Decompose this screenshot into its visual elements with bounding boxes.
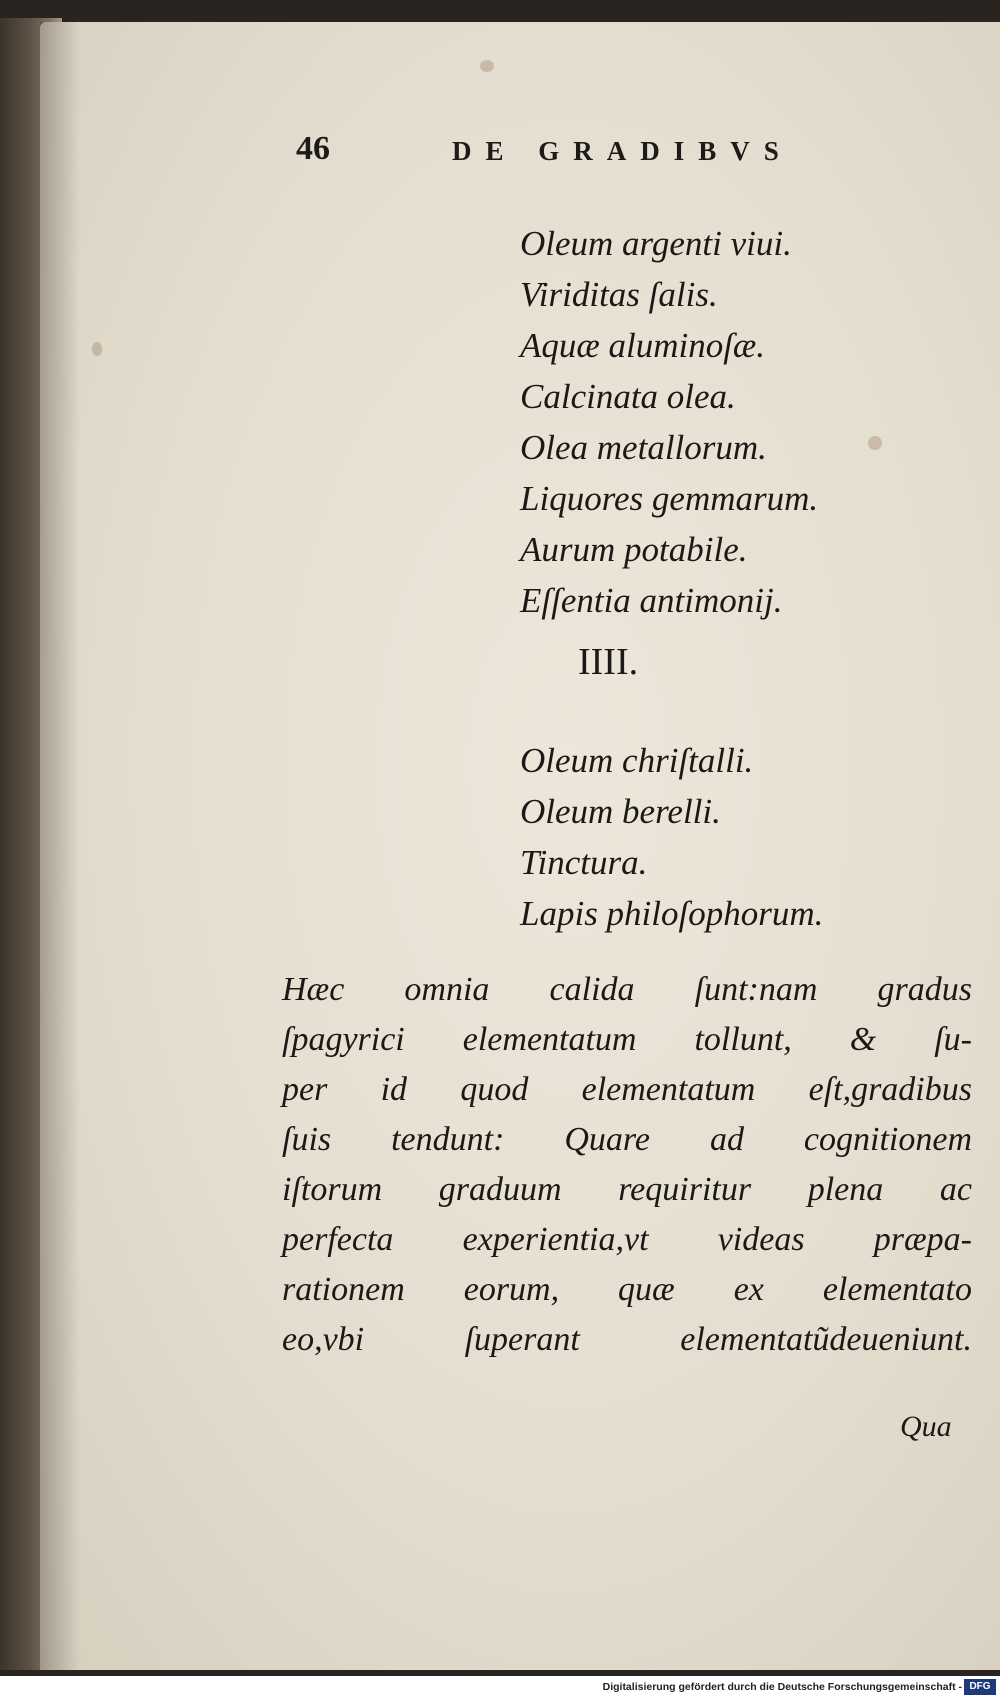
- page-number: 46: [296, 130, 330, 167]
- paragraph-line: perfecta experientia,vt videas præpa-: [282, 1221, 972, 1258]
- list-item: Calcinata olea.: [520, 377, 736, 416]
- list-item: Olea metallorum.: [520, 428, 767, 467]
- section-numeral: IIII.: [578, 641, 639, 683]
- paragraph-line: per id quod elementatum eſt,gradibus: [282, 1071, 972, 1108]
- funding-credit: Digitalisierung gefördert durch die Deutsche Forschungsgemeinschaft -: [602, 1681, 962, 1693]
- list-item: Lapis philoſophorum.: [520, 894, 824, 933]
- body-paragraph: [282, 965, 972, 1365]
- list-item: Liquores gemmarum.: [520, 479, 819, 518]
- substance-list-first: [520, 218, 818, 626]
- list-item: Oleum chriſtalli.: [520, 741, 754, 780]
- paragraph-line: iſtorum graduum requiritur plena ac: [282, 1171, 972, 1208]
- list-item: Eſſentia antimonij.: [520, 581, 783, 620]
- paragraph-line: Hæc omnia calida ſunt:nam gradus: [282, 971, 972, 1008]
- list-item: Oleum argenti viui.: [520, 224, 792, 263]
- paper-stain: [92, 342, 102, 356]
- running-head: DE GRADIBVS: [452, 136, 793, 166]
- paragraph-line: ſuis tendunt: Quare ad cognitionem: [282, 1121, 972, 1158]
- paragraph-line: rationem eorum, quæ ex elementato: [282, 1271, 972, 1308]
- paper-stain: [480, 60, 494, 72]
- list-item: Aurum potabile.: [520, 530, 748, 569]
- list-item: Oleum berelli.: [520, 792, 721, 831]
- dfg-logo-icon[interactable]: DFG: [964, 1679, 996, 1695]
- paper-stain: [868, 436, 882, 450]
- list-item: Viriditas ſalis.: [520, 275, 718, 314]
- list-item: Tinctura.: [520, 843, 648, 882]
- catchword: Qua: [900, 1410, 952, 1443]
- paragraph-line: eo,vbi ſuperant elementatũdeueniunt.: [282, 1321, 972, 1358]
- gutter-shadow: [40, 22, 80, 1670]
- list-item: Aquæ aluminoſæ.: [520, 326, 766, 365]
- paragraph-line: ſpagyrici elementatum tollunt, & ſu-: [282, 1021, 972, 1058]
- substance-list-second: [520, 735, 823, 939]
